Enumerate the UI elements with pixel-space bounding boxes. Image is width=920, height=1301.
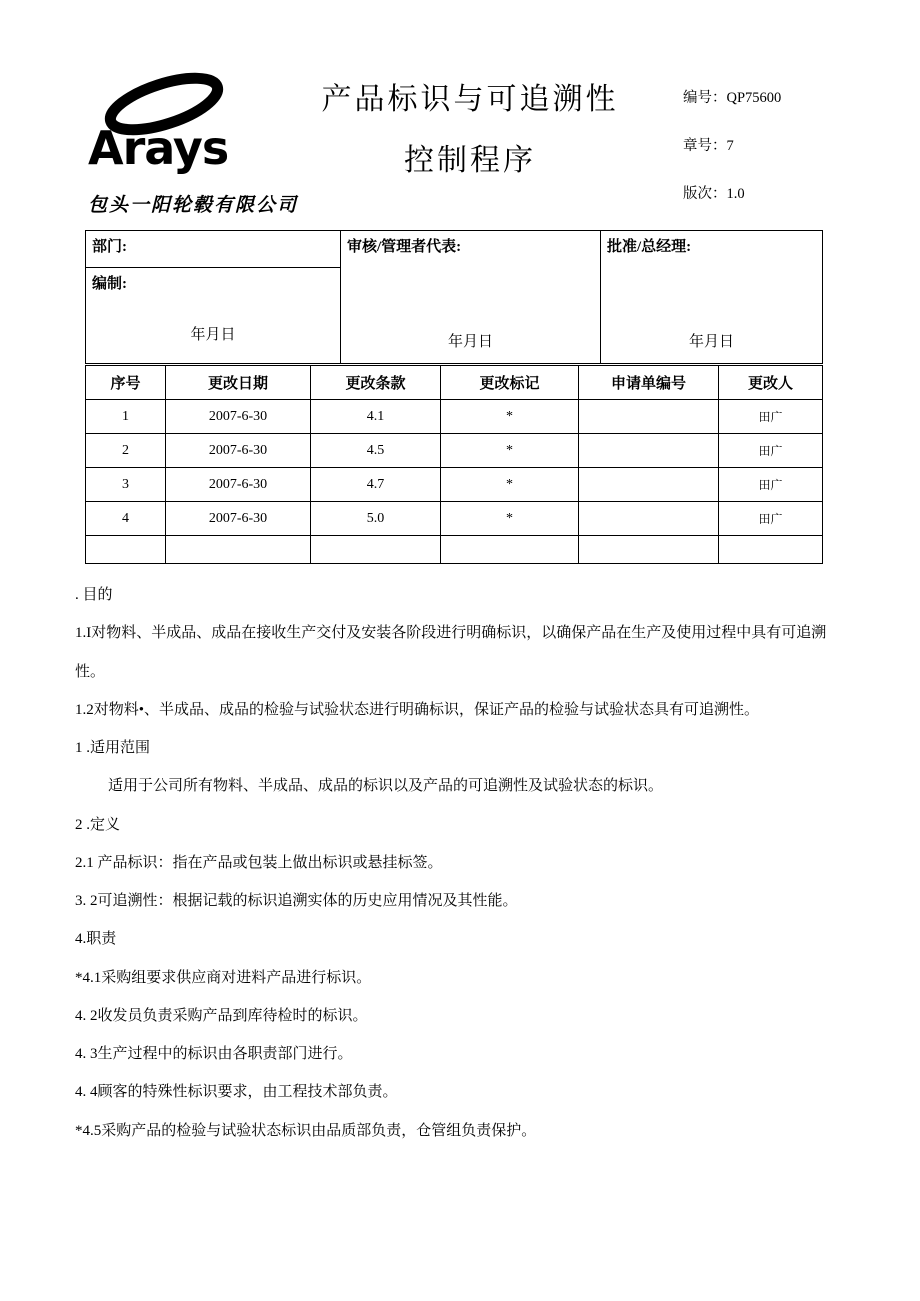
cell-mark: *	[441, 400, 579, 434]
company-name: 包头一阳轮毂有限公司	[88, 195, 299, 216]
approve-cell	[601, 231, 823, 364]
cell-reqno	[579, 434, 719, 468]
cell-clause: 4.5	[311, 434, 441, 468]
cell-date: 2007-6-30	[166, 468, 311, 502]
approve-label: 批准/总经理:	[607, 239, 692, 255]
document-title	[280, 80, 660, 180]
logo-text: Arays	[88, 121, 229, 175]
cell-seq	[86, 536, 166, 564]
cell-date	[166, 536, 311, 564]
cell-mark: *	[441, 434, 579, 468]
cell-seq: 3	[86, 468, 166, 502]
paragraph-4-2: 4. 2收发员负责采购产品到库待检时的标识。	[75, 1007, 368, 1024]
cell-clause: 4.7	[311, 468, 441, 502]
company-logo	[84, 64, 249, 186]
doc-chapter: 章号：7	[683, 138, 734, 154]
cell-person	[719, 536, 823, 564]
table-row	[86, 400, 823, 434]
heading-definitions: 2 .定义	[75, 816, 121, 833]
cell-clause: 5.0	[311, 502, 441, 536]
cell-date: 2007-6-30	[166, 400, 311, 434]
prepare-date-placeholder: 年月日	[190, 327, 236, 344]
paragraph-3-2: 3. 2可追溯性：根据记载的标识追溯实体的历史应用情况及其性能。	[75, 893, 518, 909]
column-header-date: 更改日期	[166, 366, 311, 400]
dept-label: 部门:	[92, 239, 127, 255]
cell-mark: *	[441, 468, 579, 502]
cell-person: 田广	[719, 400, 823, 434]
heading-duties: 4.职责	[75, 931, 117, 948]
review-cell	[341, 231, 601, 364]
column-header-reqno: 申请单编号	[579, 366, 719, 400]
heading-scope: 1 .适用范围	[75, 740, 151, 756]
dept-cell	[86, 231, 341, 268]
revision-table	[85, 365, 823, 564]
cell-seq: 1	[86, 400, 166, 434]
paragraph-2-1: 2.1 产品标识：指在产品或包装上做出标识或悬挂标签。	[75, 854, 443, 871]
cell-person: 田广	[719, 434, 823, 468]
paragraph-scope: 适用于公司所有物料、半成品、成品的标识以及产品的可追溯性及试验状态的标识。	[108, 778, 664, 795]
cell-person: 田广	[719, 502, 823, 536]
cell-mark	[441, 536, 579, 564]
heading-purpose: . 目的	[75, 587, 113, 603]
doc-number: 编号：QP75600	[683, 90, 782, 106]
cell-date: 2007-6-30	[166, 502, 311, 536]
paragraph-1-2: 1.2对物料•、半成品、成品的检验与试验状态进行明确标识，保证产品的检验与试验状态具有可追溯性。	[75, 701, 760, 718]
cell-seq: 2	[86, 434, 166, 468]
cell-date: 2007-6-30	[166, 434, 311, 468]
prepare-cell	[86, 268, 341, 364]
cell-mark: *	[441, 502, 579, 536]
approve-date-placeholder: 年月日	[688, 334, 734, 350]
document-meta	[683, 86, 781, 230]
table-row	[86, 434, 823, 468]
table-row	[86, 468, 823, 502]
table-row	[86, 502, 823, 536]
table-row-empty	[86, 536, 823, 564]
paragraph-4-1: *4.1采购组要求供应商对进料产品进行标识。	[75, 969, 372, 986]
review-label: 审核/管理者代表:	[347, 239, 462, 255]
paragraph-4-4: 4. 4顾客的特殊性标识要求，由工程技术部负责。	[75, 1084, 398, 1101]
cell-person: 田广	[719, 468, 823, 502]
cell-seq: 4	[86, 502, 166, 536]
approval-table	[85, 230, 823, 364]
doc-version: 版次：1.0	[683, 186, 745, 202]
revision-header-row	[86, 366, 823, 400]
column-header-clause: 更改条款	[311, 366, 441, 400]
document-body	[75, 576, 847, 1150]
cell-reqno	[579, 400, 719, 434]
paragraph-1-1: 1.I对物料、半成品、成品在接收生产交付及安装各阶段进行明确标识，以确保产品在生产及使用过程中具有可追溯性。	[75, 625, 827, 680]
cell-reqno	[579, 502, 719, 536]
column-header-person: 更改人	[719, 366, 823, 400]
cell-reqno	[579, 536, 719, 564]
cell-clause	[311, 536, 441, 564]
column-header-mark: 更改标记	[441, 366, 579, 400]
title-line-1: 产品标识与可追溯性	[321, 83, 619, 116]
prepare-label: 编制:	[92, 276, 127, 293]
review-date-placeholder: 年月日	[447, 334, 493, 350]
paragraph-4-3: 4. 3生产过程中的标识由各职责部门进行。	[75, 1046, 353, 1062]
column-header-seq: 序号	[86, 366, 166, 400]
paragraph-4-5: *4.5采购产品的检验与试验状态标识由品质部负责，仓管组负责保护。	[75, 1122, 537, 1139]
cell-reqno	[579, 468, 719, 502]
title-line-2: 控制程序	[404, 144, 536, 177]
cell-clause: 4.1	[311, 400, 441, 434]
